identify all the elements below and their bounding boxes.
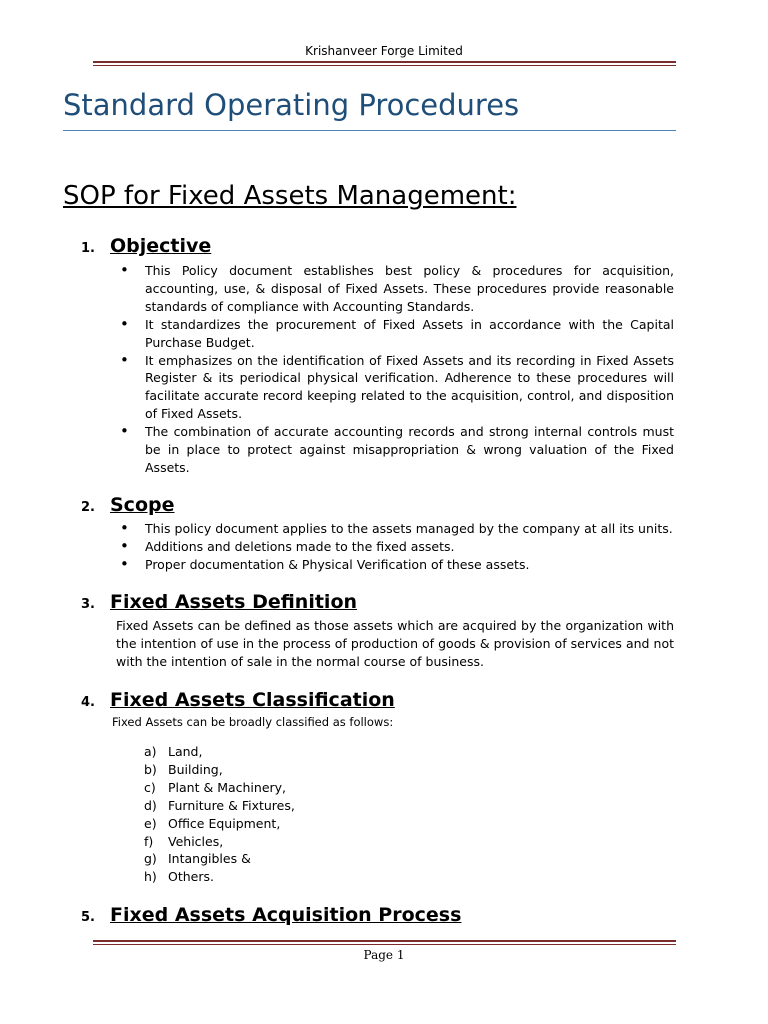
section-4-title: Fixed Assets Classification	[110, 689, 395, 711]
header-rule	[93, 61, 676, 63]
list-item-letter: d)	[144, 797, 157, 813]
footer-rule	[93, 940, 676, 942]
list-item	[144, 850, 295, 868]
list-item	[144, 779, 295, 797]
section-3-number: 3.	[81, 597, 95, 612]
section-2-title: Scope	[110, 494, 175, 516]
list-item	[144, 797, 295, 815]
list-item-letter: h)	[144, 869, 157, 885]
header-company-name: Krishanveer Forge Limited	[305, 44, 463, 58]
section-1-number: 1.	[81, 241, 95, 256]
list-item-text: Others.	[168, 869, 214, 885]
section-4-number: 4.	[81, 695, 95, 710]
document-title: Standard Operating Procedures	[63, 88, 520, 122]
list-item: • Additions and deletions made to the fixed assets.	[117, 538, 674, 556]
list-item-text: Intangibles &	[168, 851, 251, 867]
classification-list	[144, 743, 295, 886]
list-item-letter: b)	[144, 761, 157, 777]
section-2-number: 2.	[81, 500, 95, 515]
section-4-intro: Fixed Assets can be broadly classified as follows:	[112, 715, 394, 729]
list-item-letter: c)	[144, 779, 156, 795]
sop-heading: SOP for Fixed Assets Management:	[63, 181, 517, 211]
title-underline	[63, 130, 676, 131]
list-item-text: Building,	[168, 761, 223, 777]
section-5-number: 5.	[81, 910, 95, 925]
section-5-title: Fixed Assets Acquisition Process	[110, 904, 462, 926]
list-item-letter: g)	[144, 851, 157, 867]
list-item-letter: e)	[144, 815, 157, 831]
footer-rule-thin	[93, 944, 676, 945]
list-item	[144, 868, 295, 886]
list-item-text: Office Equipment,	[168, 815, 281, 831]
section-1-bullets	[117, 262, 674, 477]
list-item: • This Policy document establishes best policy & procedures for acquisition, accounting, use, & disposal of Fixed Assets. These procedures provide reasonable standards of compliance with Accounting Standards.	[117, 262, 674, 316]
header-rule-thin	[93, 65, 676, 66]
list-item-text: Land,	[168, 744, 203, 759]
list-item: • This policy document applies to the assets managed by the company at all its units.	[117, 520, 674, 538]
list-item-text: Furniture & Fixtures,	[168, 797, 295, 813]
list-item: • It standardizes the procurement of Fixed Assets in accordance with the Capital Purchase Budget.	[117, 316, 674, 352]
list-item-letter: f)	[144, 833, 154, 849]
section-3-title: Fixed Assets Definition	[110, 591, 358, 613]
list-item-text: Plant & Machinery,	[168, 779, 287, 795]
section-3-definition: Fixed Assets can be defined as those assets which are acquired by the organization with the intention of use in the process of production of goods & provision of services and not with the intention of sale in the normal course of business.	[116, 618, 674, 669]
list-item: • The combination of accurate accounting records and strong internal controls must be in place to protect against misappropriation & wrong valuation of the Fixed Assets.	[117, 423, 674, 477]
section-1-title: Objective	[110, 235, 212, 257]
list-item	[144, 815, 295, 833]
list-item	[144, 743, 295, 761]
section-2-bullets	[117, 520, 674, 574]
list-item: • It emphasizes on the identification of Fixed Assets and its recording in Fixed Assets Register & its periodical physical verification. Adherence to these procedures will facilitate accurate record keeping related to the acquisition, control, and disposition of Fixed Assets.	[117, 352, 674, 424]
page-number: Page 1	[363, 948, 405, 962]
list-item: • Proper documentation & Physical Verification of these assets.	[117, 556, 674, 574]
list-item	[144, 833, 295, 851]
list-item-letter: a)	[144, 744, 157, 759]
list-item	[144, 761, 295, 779]
list-item-text: Vehicles,	[168, 833, 224, 849]
